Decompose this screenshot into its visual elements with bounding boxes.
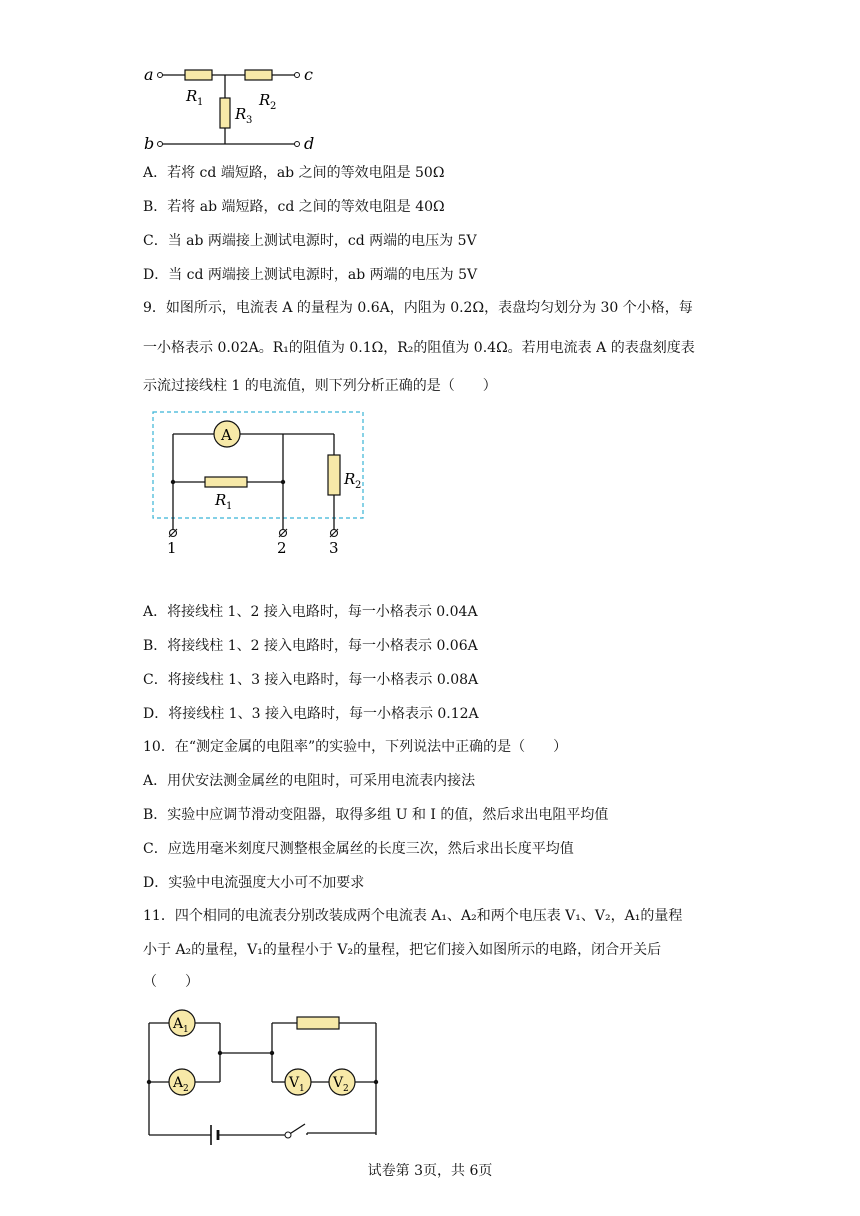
terminal-b-label: b bbox=[144, 134, 155, 153]
resistor bbox=[297, 1017, 339, 1029]
v2-sub: 2 bbox=[343, 1084, 349, 1094]
page-footer: 试卷第 3页，共 6页 bbox=[367, 1163, 493, 1179]
r1-sub: 1 bbox=[197, 97, 204, 108]
v2-label: V bbox=[333, 1075, 344, 1091]
terminal-d-label: d bbox=[304, 134, 315, 153]
terminal-1-label: 1 bbox=[167, 539, 177, 557]
q8-option-c: C．当 ab 两端接上测试电源时，cd 两端的电压为 5V bbox=[143, 233, 477, 249]
ammeter-a-label: A bbox=[221, 426, 232, 444]
resistor-r3 bbox=[220, 98, 230, 128]
terminal-c-label: c bbox=[304, 65, 313, 84]
terminal-2-label: 2 bbox=[277, 539, 287, 557]
q8-option-d: D．当 cd 两端接上测试电源时，ab 两端的电压为 5V bbox=[143, 267, 478, 283]
q11-stem-line2: 小于 A₂的量程，V₁的量程小于 V₂的量程，把它们接入如图所示的电路，闭合开关后 bbox=[143, 942, 662, 958]
r1-label: R bbox=[215, 491, 227, 509]
q9-option-c: C．将接线柱 1、3 接入电路时，每一小格表示 0.08A bbox=[143, 672, 479, 688]
q10-option-d: D．实验中电流强度大小可不加要求 bbox=[143, 875, 365, 891]
figure-meters-circuit bbox=[140, 1005, 390, 1150]
a1-label: A bbox=[173, 1016, 184, 1032]
r2-sub: 2 bbox=[355, 480, 362, 491]
q9-option-b: B．将接线柱 1、2 接入电路时，每一小格表示 0.06A bbox=[143, 638, 478, 654]
r3-label: R bbox=[235, 105, 247, 123]
q9-option-d: D．将接线柱 1、3 接入电路时，每一小格表示 0.12A bbox=[143, 706, 479, 722]
q10-option-b: B．实验中应调节滑动变阻器，取得多组 U 和 I 的值，然后求出电阻平均值 bbox=[143, 807, 609, 823]
resistor-r2 bbox=[328, 455, 340, 495]
q11-stem-line1: 11．四个相同的电流表分别改装成两个电流表 A₁、A₂和两个电压表 V₁、V₂，A₁的量程 bbox=[143, 908, 683, 924]
r2-label: R bbox=[259, 91, 271, 109]
r1-label: R bbox=[186, 87, 198, 105]
q9-stem-line2: 一小格表示 0.02A。R₁的阻值为 0.1Ω，R₂的阻值为 0.4Ω。若用电流表 A 的表盘刻度表 bbox=[143, 340, 695, 356]
q10-option-c: C．应选用毫米刻度尺测整根金属丝的长度三次，然后求出长度平均值 bbox=[143, 841, 574, 857]
q9-option-a: A．将接线柱 1、2 接入电路时，每一小格表示 0.04A bbox=[143, 604, 478, 620]
figure-t-network bbox=[140, 60, 330, 160]
resistor-r1 bbox=[205, 477, 247, 487]
r2-sub: 2 bbox=[270, 101, 277, 112]
q11-stem-line3: （ ） bbox=[143, 974, 199, 990]
figure-ammeter-shunt bbox=[145, 405, 375, 560]
q10-option-a: A．用伏安法测金属丝的电阻时，可采用电流表内接法 bbox=[143, 773, 476, 789]
a1-sub: 1 bbox=[183, 1025, 189, 1035]
v1-label: V bbox=[289, 1075, 300, 1091]
a2-sub: 2 bbox=[183, 1084, 189, 1094]
q8-option-a: A．若将 cd 端短路，ab 之间的等效电阻是 50Ω bbox=[143, 165, 445, 181]
q8-option-b: B．若将 ab 端短路，cd 之间的等效电阻是 40Ω bbox=[143, 199, 445, 215]
resistor-r1 bbox=[185, 70, 212, 80]
q10-stem: 10．在“测定金属的电阻率”的实验中，下列说法中正确的是（ ） bbox=[143, 739, 568, 755]
r2-label: R bbox=[344, 470, 356, 488]
a2-label: A bbox=[173, 1075, 184, 1091]
r1-sub: 1 bbox=[226, 501, 233, 512]
r3-sub: 3 bbox=[246, 115, 253, 126]
q9-stem-line3: 示流过接线柱 1 的电流值，则下列分析正确的是（ ） bbox=[143, 378, 497, 394]
resistor-r2 bbox=[245, 70, 272, 80]
v1-sub: 1 bbox=[299, 1084, 305, 1094]
terminal-3-label: 3 bbox=[329, 539, 339, 557]
terminal-a-label: a bbox=[144, 65, 154, 84]
q9-stem-line1: 9．如图所示，电流表 A 的量程为 0.6A，内阻为 0.2Ω，表盘均匀划分为 30 个小格，每 bbox=[143, 300, 693, 316]
